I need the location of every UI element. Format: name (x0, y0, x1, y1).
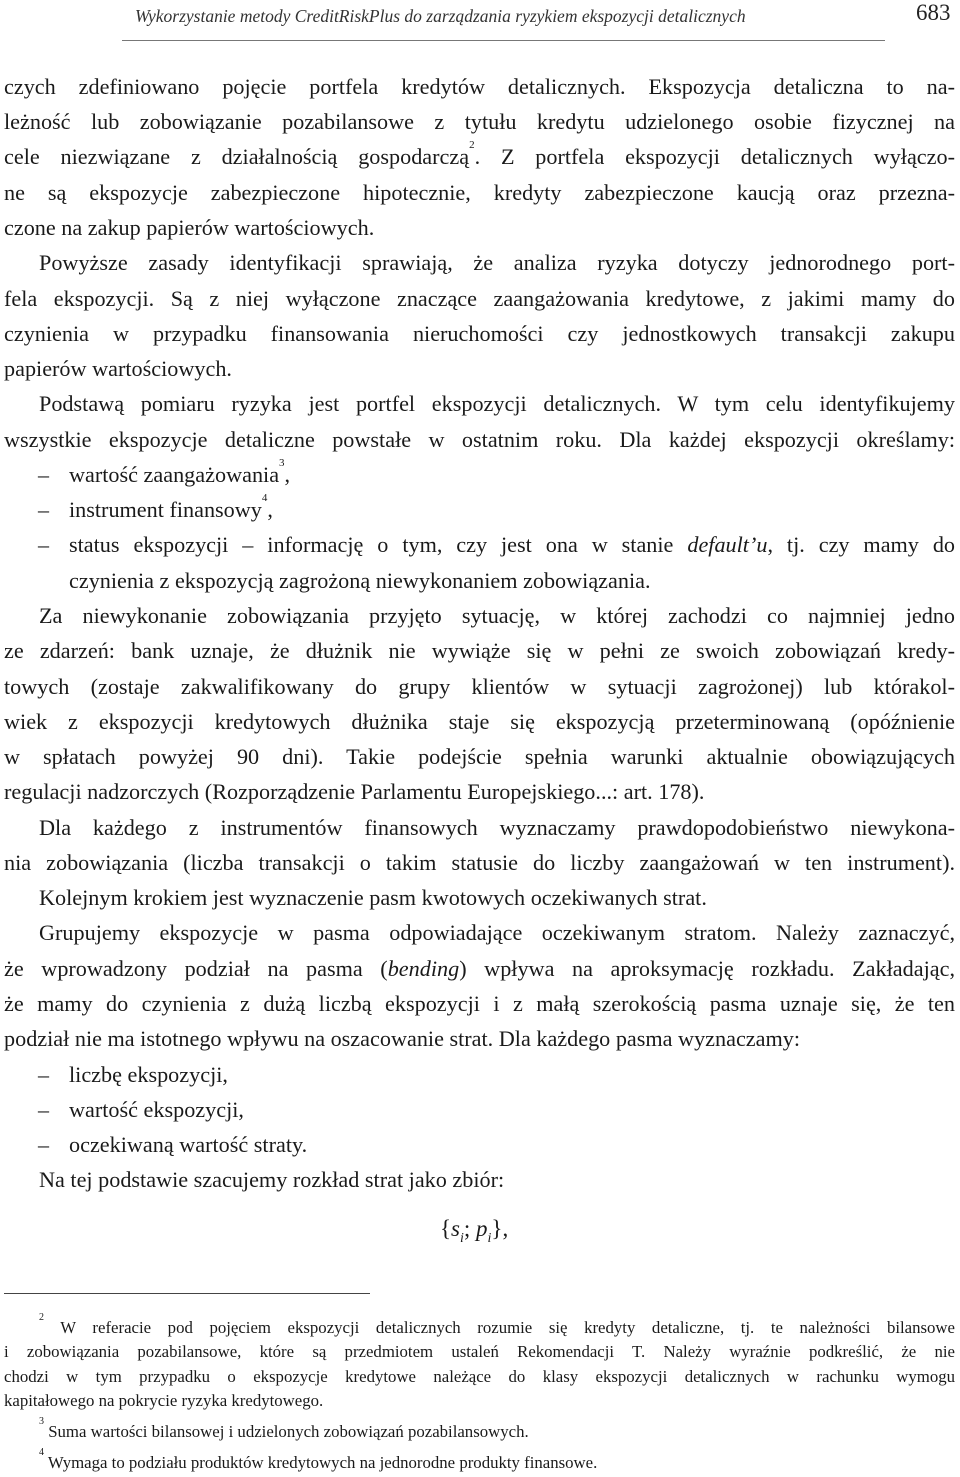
emphasis: bending (387, 956, 460, 981)
list-dash: – (38, 1062, 49, 1087)
text-run: Suma wartości bilansowej i udzielonych zobowiązań pozabilansowych. (48, 1422, 529, 1441)
formula-separator: ; (463, 1216, 477, 1241)
paragraph-line: Dla każdego z instrumentów finansowych wyznaczamy prawdopodobieństwo niewykona- (39, 815, 955, 840)
footnote-3 (39, 1416, 529, 1442)
footnote-number: 4 (39, 1447, 44, 1458)
header-rule (122, 40, 885, 41)
list-item (69, 457, 291, 488)
formula-brace-close: }, (491, 1216, 509, 1241)
paragraph-line: fela ekspozycji. Są z niej wyłączone znaczące zaangażowania kredytowe, z jakimi mamy do (4, 286, 955, 311)
paragraph-line: Na tej podstawie szacujemy rozkład strat jako zbiór: (39, 1167, 505, 1192)
paragraph-line: Kolejnym krokiem jest wyznaczenie pasm kwotowych oczekiwanych strat. (39, 885, 707, 910)
paragraph-line: Grupujemy ekspozycje w pasma odpowiadające oczekiwanym stratom. Należy zaznaczyć, (39, 920, 955, 945)
list-dash: – (38, 1097, 49, 1122)
paragraph-line: papierów wartościowych. (4, 356, 232, 381)
paragraph-line: leżność lub zobowiązanie pozabilansowe z tytułu kredytu udzielonego osobie fizycznej na (4, 109, 955, 134)
footnote-line: chodzi w tym przypadku o ekspozycje kredytowe należące do klasy ekspozycji detalicznych w rachunku wymogu (4, 1367, 955, 1386)
footnote-number: 2 (39, 1312, 44, 1323)
paragraph-line: że mamy do czynienia z dużą liczbą ekspozycji i z małą szerokością pasma uznaje się, że ten (4, 991, 955, 1016)
text-run: Wymaga to podziału produktów kredytowych na jednorodne produkty finansowe. (47, 1453, 598, 1472)
footnote-ref[interactable]: 4 (261, 492, 268, 504)
paragraph-line: czone na zakup papierów wartościowych. (4, 215, 375, 240)
formula-s: s (451, 1216, 460, 1241)
text-run: W referacie pod pojęciem ekspozycji detalicznych rozumie się kredyty detaliczne, tj. te należności bilansowe (60, 1318, 955, 1337)
list-dash: – (38, 532, 49, 557)
footnote-number: 3 (39, 1416, 44, 1427)
list-item: oczekiwaną wartość straty. (69, 1132, 308, 1157)
footnote-rule (4, 1293, 370, 1294)
paragraph-line: ne są ekspozycje zabezpieczone hipotecznie, kredyty zabezpieczone kaucją oraz przezna- (4, 180, 955, 205)
paragraph-line: towych (zostaje zakwalifikowany do grupy klientów w sytuacji zagrożonej) lub którakol- (4, 674, 955, 699)
paragraph-line: w spłatach powyżej 90 dni). Takie podejście spełnia warunki aktualnie obowiązujących (4, 744, 955, 769)
paragraph-line: wiek z ekspozycji kredytowych dłużnika staje się ekspozycją przeterminowaną (opóźnienie (4, 709, 955, 734)
list-item (69, 492, 273, 523)
list-dash: – (38, 497, 49, 522)
text-run: status ekspozycji – informację o tym, czy jest ona w stanie (69, 532, 688, 557)
formula-brace-open: { (440, 1216, 452, 1241)
text-run: instrument finansowy (69, 497, 262, 522)
formula-subscript: i (487, 1231, 492, 1246)
formula-p: p (476, 1216, 488, 1241)
running-header (0, 0, 960, 44)
list-item: liczbę ekspozycji, (69, 1062, 228, 1087)
paragraph-line: Powyższe zasady identyfikacji sprawiają, że analiza ryzyka dotyczy jednorodnego port- (39, 250, 955, 275)
footnote-2 (39, 1312, 955, 1338)
text-run: że wprowadzony podział na pasma ( (4, 956, 388, 981)
paragraph-line: Za niewykonanie zobowiązania przyjęto sytuację, w której zachodzi co najmniej jedno (39, 603, 955, 628)
paragraph-line: czynienia w przypadku finansowania nieruchomości czy jednostkowych transakcji zakupu (4, 321, 955, 346)
paragraph-line: ze zdarzeń: bank uznaje, że dłużnik nie wywiąże się w pełni ze swoich zobowiązań kredy- (4, 638, 955, 663)
list-item: wartość ekspozycji, (69, 1097, 244, 1122)
paragraph-line (4, 139, 955, 170)
text-run: , tj. czy mamy do (767, 532, 956, 557)
emphasis: default’u (687, 532, 768, 557)
text-run: , (284, 462, 291, 487)
footnote-4 (39, 1447, 598, 1473)
list-item-continuation: czynienia z ekspozycją zagrożoną niewykonaniem zobowiązania. (69, 568, 651, 593)
list-item (69, 532, 955, 558)
text-run: , (267, 497, 273, 522)
formula (440, 1216, 508, 1246)
paragraph-line: nia zobowiązania (liczba transakcji o takim statusie do liczby zaangażowań w ten instrument). (4, 850, 955, 875)
footnote-ref[interactable]: 2 (469, 139, 475, 151)
paragraph-line: czych zdefiniowano pojęcie portfela kredytów detalicznych. Ekspozycja detaliczna to na- (4, 74, 955, 99)
text-run: . Z portfela ekspozycji detalicznych wyłączo- (474, 144, 955, 169)
running-title: Wykorzystanie metody CreditRiskPlus do zarządzania ryzykiem ekspozycji detalicznych (135, 6, 746, 26)
text-run: ) wpływa na aproksymację rozkładu. Zakładając, (459, 956, 955, 981)
paragraph-line: wszystkie ekspozycje detaliczne powstałe w ostatnim roku. Dla każdej ekspozycji określamy: (4, 427, 955, 452)
paragraph-line: Podstawą pomiaru ryzyka jest portfel ekspozycji detalicznych. W tym celu identyfikujemy (39, 391, 955, 416)
text-run: cele niezwiązane z działalnością gospodarczą (4, 144, 470, 169)
footnote-line: kapitałowego na pokrycie ryzyka kredytowego. (4, 1391, 324, 1410)
text-run: wartość zaangażowania (69, 462, 280, 487)
page-number: 683 (916, 0, 951, 25)
formula-subscript: i (460, 1231, 464, 1246)
paragraph-line: podział nie ma istotnego wpływu na oszacowanie strat. Dla każdego pasma wyznaczamy: (4, 1026, 801, 1051)
paragraph-line (4, 956, 955, 982)
footnote-ref[interactable]: 3 (279, 457, 285, 469)
list-dash: – (38, 1132, 49, 1157)
list-dash: – (38, 462, 49, 487)
paragraph-line: regulacji nadzorczych (Rozporządzenie Parlamentu Europejskiego...: art. 178). (4, 779, 705, 804)
footnote-line: i zobowiązania pozabilansowe, które są przedmiotem ustaleń Rekomendacji T. Należy wyraźnie podkreślić, że nie (4, 1342, 955, 1361)
